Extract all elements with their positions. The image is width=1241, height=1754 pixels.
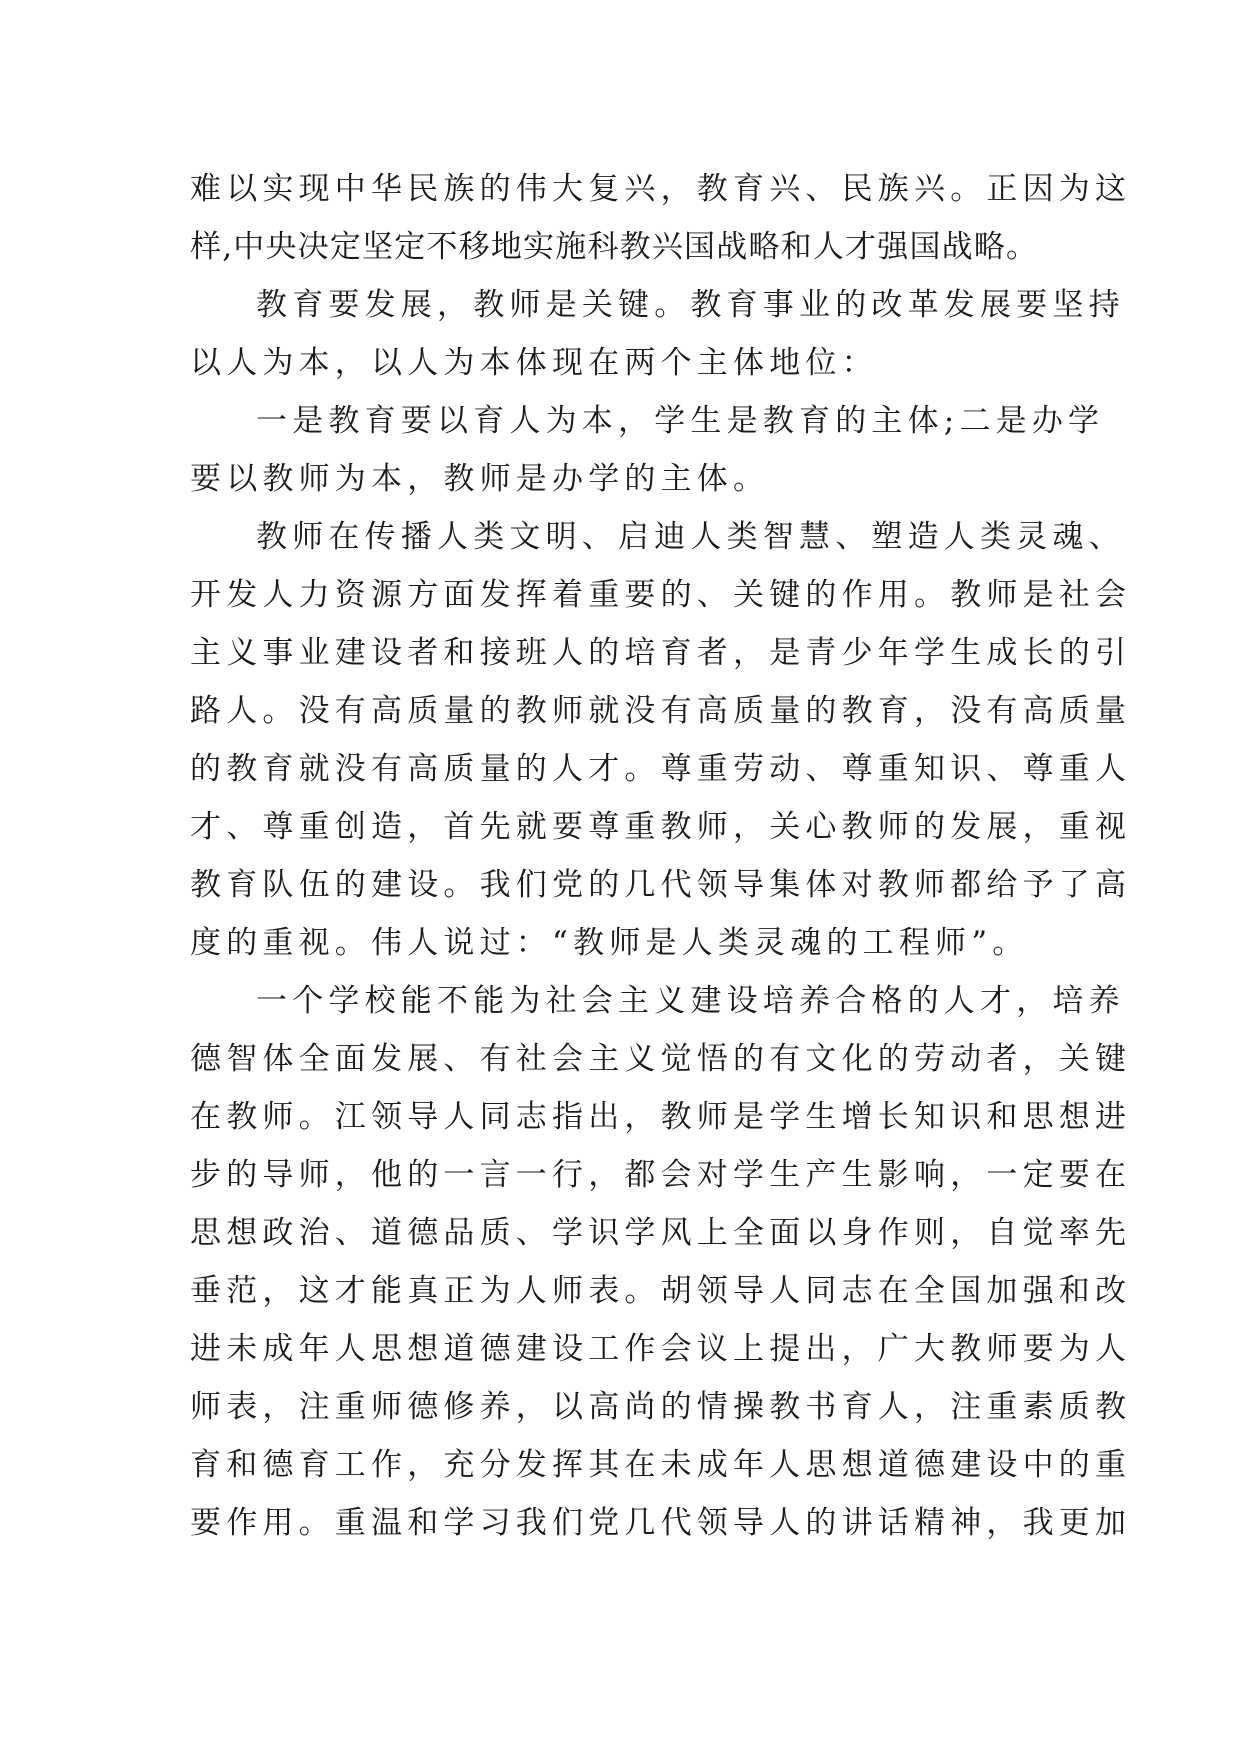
text-line: 德智体全面发展、有社会主义觉悟的有文化的劳动者，关键 [190, 1041, 1132, 1077]
text-line: 要以教师为本，教师是办学的主体。 [190, 461, 770, 497]
text-line: 以人为本，以人为本体现在两个主体地位： [190, 345, 878, 381]
text-line: 难以实现中华民族的伟大复兴，教育兴、民族兴。正因为这 [190, 171, 1132, 207]
text-line: 教育队伍的建设。我们党的几代领导集体对教师都给予了高 [190, 867, 1132, 903]
paragraph-first-line: 一是教育要以育人为本，学生是教育的主体;二是办学 [256, 403, 1105, 439]
text-line: 样,中央决定坚定不移地实施科教兴国战略和人才强国战略。 [190, 229, 1039, 265]
paragraph-first-line: 教育要发展，教师是关键。教育事业的改革发展要坚持 [256, 287, 1125, 323]
text-line: 度的重视。伟人说过：“教师是人类灵魂的工程师”。 [190, 925, 1029, 961]
text-line: 育和德育工作，充分发挥其在未成年人思想道德建设中的重 [190, 1447, 1132, 1483]
text-line: 路人。没有高质量的教师就没有高质量的教育，没有高质量 [190, 693, 1132, 729]
text-line: 垂范，这才能真正为人师表。胡领导人同志在全国加强和改 [190, 1273, 1132, 1309]
text-line: 步的导师，他的一言一行，都会对学生产生影响，一定要在 [190, 1157, 1132, 1193]
text-line: 师表，注重师德修养，以高尚的情操教书育人，注重素质教 [190, 1389, 1132, 1425]
text-line: 开发人力资源方面发挥着重要的、关键的作用。教师是社会 [190, 577, 1132, 613]
text-line: 要作用。重温和学习我们党几代领导人的讲话精神，我更加 [190, 1505, 1132, 1541]
paragraph-first-line: 一个学校能不能为社会主义建设培养合格的人才，培养 [256, 983, 1125, 1019]
text-line: 在教师。江领导人同志指出，教师是学生增长知识和思想进 [190, 1099, 1132, 1135]
text-line: 进未成年人思想道德建设工作会议上提出，广大教师要为人 [190, 1331, 1132, 1367]
document-body [190, 160, 1132, 1552]
text-line: 才、尊重创造，首先就要尊重教师，关心教师的发展，重视 [190, 809, 1132, 845]
paragraph-first-line: 教师在传播人类文明、启迪人类智慧、塑造人类灵魂、 [256, 519, 1125, 555]
text-line: 主义事业建设者和接班人的培育者，是青少年学生成长的引 [190, 635, 1132, 671]
text-line: 思想政治、道德品质、学识学风上全面以身作则，自觉率先 [190, 1215, 1132, 1251]
text-line: 的教育就没有高质量的人才。尊重劳动、尊重知识、尊重人 [190, 751, 1132, 787]
